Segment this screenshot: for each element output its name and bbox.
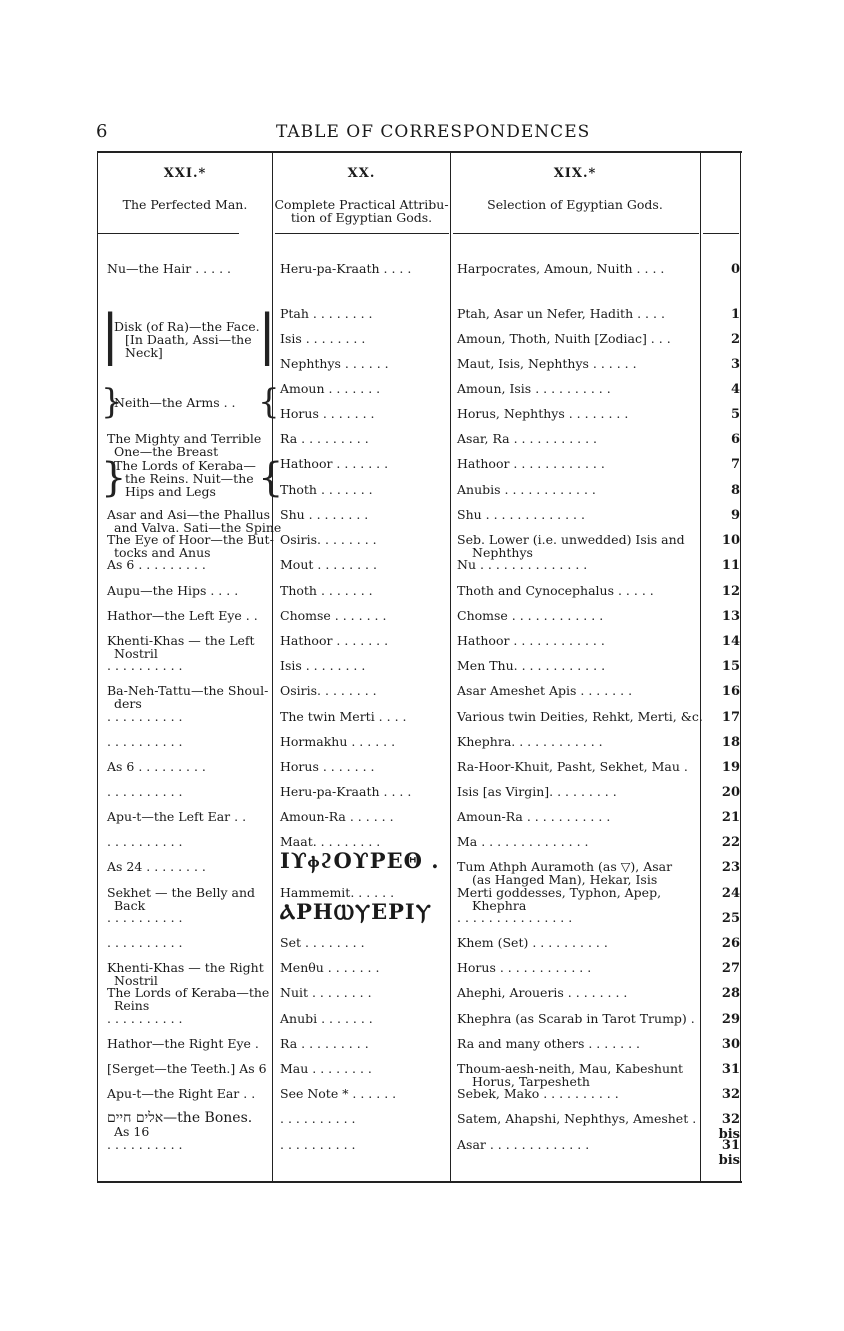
- table-cell: Ra . . . . . . . . .: [280, 431, 369, 446]
- table-cell: Thoth and Cynocephalus . . . . .: [457, 583, 654, 598]
- table-cell: Hathor—the Right Eye .: [107, 1036, 259, 1051]
- table-cell: Aupu—the Hips . . . .: [107, 583, 239, 598]
- table-cell: Khephra. . . . . . . . . . . .: [457, 734, 603, 749]
- table-cell: Hathoor . . . . . . .: [280, 456, 389, 471]
- table-cell: and Valva. Sati—the Spine: [114, 520, 282, 535]
- table-cell: 20: [721, 785, 740, 800]
- table-cell: 30: [721, 1037, 740, 1052]
- table-cell: As 24 . . . . . . . .: [107, 859, 206, 874]
- table-cell: Back: [114, 898, 146, 913]
- table-cell: Seb. Lower (i.e. unwedded) Isis and: [457, 532, 685, 547]
- table-cell: Set . . . . . . . .: [280, 935, 365, 950]
- table-cell: 13: [721, 609, 740, 624]
- group-label-face: Neck]: [125, 345, 163, 360]
- table-cell: The Lords of Keraba—the: [107, 985, 270, 1000]
- column-header-xxi: XXI.* The Perfected Man.: [122, 166, 248, 212]
- table-cell: 11: [721, 558, 740, 573]
- table-cell: Amoun-Ra . . . . . .: [280, 809, 394, 824]
- right-brace: |: [258, 303, 277, 366]
- right-brace: {: [258, 382, 280, 422]
- table-cell: Isis . . . . . . . .: [280, 658, 366, 673]
- table-cell: . . . . . . . . . .: [107, 784, 183, 799]
- table-cell: Thoth . . . . . . .: [280, 482, 373, 497]
- table-cell: . . . . . . . . . .: [107, 709, 183, 724]
- table-cell: 8: [730, 483, 740, 498]
- table-cell: Nephthys . . . . . .: [280, 356, 389, 371]
- table-cell: One—the Breast: [114, 444, 219, 459]
- table-cell: Heru-pa-Kraath . . . .: [280, 261, 412, 276]
- table-cell: 18: [721, 735, 740, 750]
- table-cell: . . . . . . . . . .: [107, 734, 183, 749]
- table-cell: Ma . . . . . . . . . . . . . .: [457, 834, 589, 849]
- table-cell: 4: [730, 382, 740, 397]
- table-cell: Ra and many others . . . . . . .: [457, 1036, 641, 1051]
- table-cell: 25: [721, 911, 740, 926]
- table-cell: 16: [721, 684, 740, 699]
- table-cell: 26: [721, 936, 740, 951]
- left-brace: |: [101, 303, 120, 366]
- table-cell: . . . . . . . . . .: [107, 658, 183, 673]
- table-cell: Horus, Tarpesheth: [472, 1074, 590, 1089]
- group-label-face: [In Daath, Assi—the: [125, 332, 252, 347]
- table-cell: Nephthys: [472, 545, 533, 560]
- table-cell: Anubi . . . . . . .: [280, 1011, 373, 1026]
- table-cell: Nuit . . . . . . . .: [280, 985, 372, 1000]
- table-cell: Khenti-Khas — the Left: [107, 633, 255, 648]
- table-cell: Ahephi, Aroueris . . . . . . . .: [457, 985, 628, 1000]
- table-cell: Ra . . . . . . . . .: [280, 1036, 369, 1051]
- table-cell: . . . . . . . . . .: [107, 1137, 183, 1152]
- header-rule: [97, 233, 239, 234]
- table-cell: Mau . . . . . . . .: [280, 1061, 372, 1076]
- table-cell: Amoun, Isis . . . . . . . . . .: [457, 381, 611, 396]
- table-cell: 15: [721, 659, 740, 674]
- right-brace: {: [258, 455, 284, 501]
- table-cell: Hathoor . . . . . . . . . . . .: [457, 633, 605, 648]
- table-cell: tocks and Anus: [114, 545, 211, 560]
- table-cell: Ptah . . . . . . . .: [280, 306, 373, 321]
- group-label-reins: Hips and Legs: [125, 484, 216, 499]
- table-cell: . . . . . . . . . . . . . . .: [457, 910, 573, 925]
- table-cell: Thoum-aesh-neith, Mau, Kabeshunt: [457, 1061, 684, 1076]
- table-cell: Men Thu. . . . . . . . . . . .: [457, 658, 606, 673]
- table-cell: See Note * . . . . . .: [280, 1086, 397, 1101]
- table-cell: אלים חיים—the Bones.: [107, 1110, 253, 1126]
- table-cell: Isis [as Virgin]. . . . . . . . .: [457, 784, 617, 799]
- table-cell: 32 bis: [718, 1112, 740, 1142]
- table-cell: 32: [721, 1087, 740, 1102]
- table-cell: . . . . . . . . . .: [107, 834, 183, 849]
- table-cell: The Mighty and Terrible: [107, 431, 262, 446]
- table-cell: . . . . . . . . . .: [107, 935, 183, 950]
- table-cell: Khenti-Khas — the Right: [107, 960, 264, 975]
- table-cell: Hathoor . . . . . . .: [280, 633, 389, 648]
- table-cell: . . . . . . . . . .: [280, 1111, 356, 1126]
- table-cell: Ptah, Asar un Nefer, Hadith . . . .: [457, 306, 665, 321]
- table-cell: 1: [730, 307, 740, 322]
- table-cell: Chomse . . . . . . . . . . . .: [457, 608, 604, 623]
- table-cell: Nostril: [114, 646, 158, 661]
- table-cell: 10: [721, 533, 740, 548]
- table-cell: 23: [721, 860, 740, 875]
- header-rule: [275, 233, 449, 234]
- table-cell: Various twin Deities, Rehkt, Merti, &c.: [457, 709, 703, 724]
- column-header-xx: XX. Complete Practical Attribu- tion of Egyptian Gods.: [274, 166, 449, 225]
- table-cell: Chomse . . . . . . .: [280, 608, 387, 623]
- table-cell: Harpocrates, Amoun, Nuith . . . .: [457, 261, 665, 276]
- table-cell: 27: [721, 961, 740, 976]
- table-cell: 31 bis: [718, 1138, 740, 1168]
- table-cell: The Eye of Hoor—the But-: [107, 532, 274, 547]
- table-cell: Horus . . . . . . .: [280, 406, 375, 421]
- table-cell: Khephra: [472, 898, 527, 913]
- header-rule: [453, 233, 699, 234]
- table-cell: . . . . . . . . . .: [107, 1011, 183, 1026]
- table-cell: Horus . . . . . . . . . . . .: [457, 960, 592, 975]
- table-cell: 24: [721, 886, 740, 901]
- table-cell: 9: [730, 508, 740, 523]
- table-cell: Hormakhu . . . . . .: [280, 734, 396, 749]
- table-border-right: [740, 153, 741, 1181]
- table-cell: As 6 . . . . . . . . .: [107, 759, 206, 774]
- group-label-reins: The Lords of Keraba—: [114, 458, 256, 473]
- table-cell: Horus, Nephthys . . . . . . . .: [457, 406, 629, 421]
- table-border-left: [97, 153, 98, 1181]
- table-cell: ders: [114, 696, 142, 711]
- table-cell: The twin Merti . . . .: [280, 709, 407, 724]
- table-cell: ⲀΡΗⲰⲨΕΡΙⲨ: [280, 899, 432, 924]
- column-divider: [450, 153, 451, 1181]
- table-cell: 0: [730, 262, 740, 277]
- table-cell: 28: [721, 986, 740, 1001]
- column-divider: [700, 153, 701, 1181]
- table-cell: 2: [730, 332, 740, 347]
- table-cell: 22: [721, 835, 740, 850]
- table-cell: Ra-Hoor-Khuit, Pasht, Sekhet, Mau .: [457, 759, 688, 774]
- table-cell: [Serget—the Teeth.] As 6: [107, 1061, 267, 1076]
- table-cell: Reins: [114, 998, 150, 1013]
- table-cell: Hathor—the Left Eye . .: [107, 608, 258, 623]
- table-cell: 19: [721, 760, 740, 775]
- header-rule: [703, 233, 739, 234]
- table-cell: Heru-pa-Kraath . . . .: [280, 784, 412, 799]
- column-header-xix: XIX.* Selection of Egyptian Gods.: [487, 166, 663, 212]
- table-cell: Satem, Ahapshi, Nephthys, Ameshet .: [457, 1111, 697, 1126]
- table-cell: Ba-Neh-Tattu—the Shoul-: [107, 683, 269, 698]
- table-cell: Apu-t—the Right Ear . .: [107, 1086, 256, 1101]
- table-cell: Maat. . . . . . . . .: [280, 834, 381, 849]
- table-cell: Osiris. . . . . . . .: [280, 683, 377, 698]
- table-cell: As 16: [114, 1124, 150, 1139]
- table-cell: Sekhet — the Belly and: [107, 885, 256, 900]
- table-cell: Anubis . . . . . . . . . . . .: [457, 482, 596, 497]
- table-cell: Horus . . . . . . .: [280, 759, 375, 774]
- table-cell: Nu—the Hair . . . . .: [107, 261, 231, 276]
- table-cell: 31: [721, 1062, 740, 1077]
- table-cell: Asar and Asi—the Phallus: [107, 507, 271, 522]
- left-brace: }: [101, 382, 123, 422]
- table-cell: As 6 . . . . . . . . .: [107, 557, 206, 572]
- table-cell: Nostril: [114, 973, 158, 988]
- table-cell: 14: [721, 634, 740, 649]
- table-cell: . . . . . . . . . .: [107, 910, 183, 925]
- table-cell: 21: [721, 810, 740, 825]
- table-cell: Tum Athph Auramoth (as ▽), Asar: [457, 859, 673, 874]
- table-cell: Menθu . . . . . . .: [280, 960, 380, 975]
- table-cell: Hathoor . . . . . . . . . . . .: [457, 456, 605, 471]
- page-number: 6: [96, 121, 108, 142]
- table-cell: 3: [730, 357, 740, 372]
- table-cell: Mout . . . . . . . .: [280, 557, 377, 572]
- table-cell: Asar . . . . . . . . . . . . .: [457, 1137, 590, 1152]
- table-cell: Isis . . . . . . . .: [280, 331, 366, 346]
- table-cell: Shu . . . . . . . .: [280, 507, 369, 522]
- table-cell: 7: [730, 457, 740, 472]
- page-title: TABLE OF CORRESPONDENCES: [276, 122, 591, 142]
- table-cell: Hammemit. . . . . .: [280, 885, 395, 900]
- table-cell: Khephra (as Scarab in Tarot Trump) .: [457, 1011, 695, 1026]
- group-label-reins: the Reins. Nuit—the: [125, 471, 254, 486]
- table-cell: Merti goddesses, Typhon, Apep,: [457, 885, 662, 900]
- table-cell: Asar Ameshet Apis . . . . . . .: [457, 683, 633, 698]
- table-cell: Nu . . . . . . . . . . . . . .: [457, 557, 588, 572]
- table-cell: 29: [721, 1012, 740, 1027]
- table-cell: Apu-t—the Left Ear . .: [107, 809, 247, 824]
- group-label-arms: Neith—the Arms . .: [114, 395, 236, 410]
- left-brace: }: [101, 455, 127, 501]
- table-cell: Amoun-Ra . . . . . . . . . . .: [457, 809, 611, 824]
- table-cell: 5: [730, 407, 740, 422]
- table-cell: ΙϒⲫϩΟϒΡΕΘ .: [280, 848, 440, 873]
- table-cell: Amoun . . . . . . .: [280, 381, 381, 396]
- table-cell: . . . . . . . . . .: [280, 1137, 356, 1152]
- table-cell: Osiris. . . . . . . .: [280, 532, 377, 547]
- table-cell: 12: [721, 584, 740, 599]
- group-label-face: Disk (of Ra)—the Face.: [114, 319, 260, 334]
- table-cell: Shu . . . . . . . . . . . . .: [457, 507, 585, 522]
- table-cell: Asar, Ra . . . . . . . . . . .: [457, 431, 598, 446]
- table-cell: 6: [730, 432, 740, 447]
- table-cell: Sebek, Mako . . . . . . . . . .: [457, 1086, 619, 1101]
- table-cell: (as Hanged Man), Hekar, Isis: [472, 872, 658, 887]
- table-cell: Khem (Set) . . . . . . . . . .: [457, 935, 608, 950]
- table-cell: 17: [721, 710, 740, 725]
- table-cell: Maut, Isis, Nephthys . . . . . .: [457, 356, 637, 371]
- table-cell: Amoun, Thoth, Nuith [Zodiac] . . .: [457, 331, 671, 346]
- table-cell: Thoth . . . . . . .: [280, 583, 373, 598]
